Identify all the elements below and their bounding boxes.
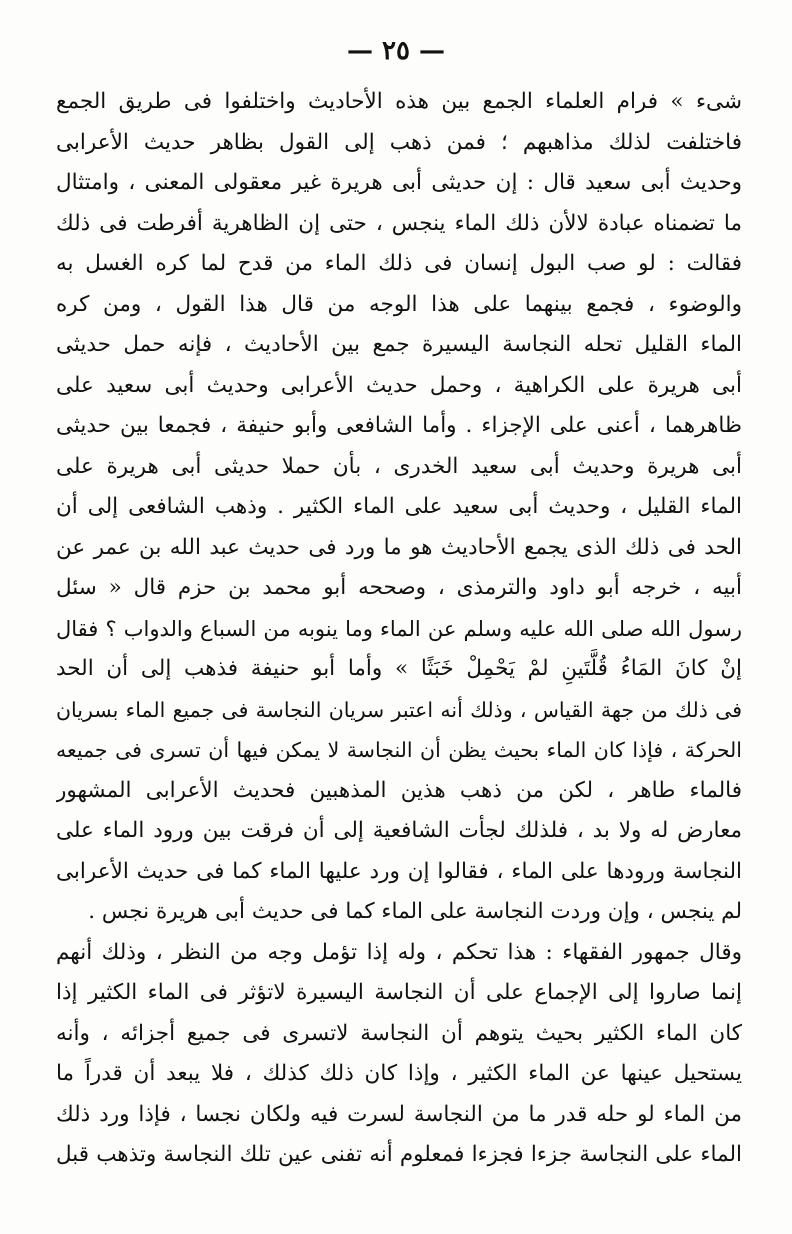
text-line: فالماء طاهر ، لكن من ذهب هذين المذهبين فحديث الأعرابى المشهور	[56, 777, 742, 803]
text-line: رسول الله صلى الله عليه وسلم عن الماء وما ينوبه من السباع والدواب ؟ فقال	[56, 616, 742, 641]
text-line: الماء القليل تحله النجاسة اليسيرة جمع بين الأحاديث ، فإنه حمل حديثى	[56, 332, 742, 357]
text-line: والوضوء ، فجمع بينهما على هذا الوجه من قال هذا القول ، ومن كره	[56, 291, 742, 317]
text-line: أبيه ، خرجه أبو داود والترمذى ، وصححه أبو محمد بن حزم قال « سئل	[56, 575, 742, 600]
page-number: — ٢٥ —	[346, 36, 446, 66]
text-line: ما تضمناه عبادة لالأن ذلك الماء ينجس ، حتى إن الظاهرية أفرطت فى ذلك	[56, 210, 742, 236]
text-line: أبى هريرة على الكراهية ، وحمل حديث الأعرابى وحديث أبى سعيد على	[56, 372, 742, 398]
text-line: فى ذلك من جهة القياس ، وذلك أنه اعتبر سريان النجاسة فى جميع الماء بسريان	[56, 697, 742, 722]
text-line: يستحيل عينها عن الماء الكثير ، وإذا كان ذلك كذلك ، فلا يبعد أن قدراً ما	[56, 1061, 742, 1086]
text-line: من الماء لو حله قدر ما من النجاسة لسرت فيه ولكان نجسا ، فإذا ورد ذلك	[56, 1101, 742, 1127]
text-line: الماء على النجاسة جزءا فجزءا فمعلوم أنه تفنى عين تلك النجاسة وتذهب قبل	[56, 1142, 742, 1167]
text-line: إنْ كانَ المَاءُ قُلَّتَينِ لمْ يَحْمِلْ خَبَثًا » وأما أبو حنيفة فذهب إلى أن الحد	[56, 656, 742, 681]
text-line: أبى هريرة وحديث أبى سعيد الخدرى ، بأن حملا حديثى أبى هريرة على	[56, 453, 742, 479]
text-line: فاختلفت لذلك مذاهبهم ؛ فمن ذهب إلى القول بظاهر حديث الأعرابى	[56, 129, 742, 155]
text-line: لم ينجس ، وإن وردت النجاسة على الماء كما فى حديث أبى هريرة نجس .	[88, 899, 742, 924]
text-line: الحد فى ذلك الذى يجمع الأحاديث هو ما ورد فى حديث عبد الله بن عمر عن	[56, 534, 742, 560]
text-line: النجاسة ورودها على الماء ، فقالوا إن ورد عليها الماء كما فى حديث الأعرابى	[56, 858, 742, 884]
text-line: إنما صاروا إلى الإجماع على أن النجاسة اليسيرة لاتؤثر فى الماء الكثير إذا	[56, 980, 742, 1005]
text-line: الحركة ، فإذا كان الماء بحيث يظن أن النجاسة لا يمكن فيها أن تسرى فى جميعه	[56, 738, 742, 762]
text-line: معارض له ولا بد ، فلذلك لجأت الشافعية إلى أن فرقت بين ورود الماء على	[56, 818, 742, 843]
text-line: الماء القليل ، وحديث أبى سعيد على الماء الكثير . وذهب الشافعى إلى أن	[56, 494, 742, 519]
text-line: وقال جمهور الفقهاء : هذا تحكم ، وله إذا تؤمل وجه من النظر ، وذلك أنهم	[56, 939, 742, 965]
text-line: كان الماء الكثير بحيث يتوهم أن النجاسة لاتسرى فى جميع أجزائه ، وأنه	[56, 1020, 742, 1046]
text-line: فقالت : لو صب البول إنسان فى ذلك الماء من قدح لما كره الغسل به	[56, 251, 742, 276]
text-line: وحديث أبى سعيد قال : إن حديثى أبى هريرة غير معقولى المعنى ، وامتثال	[56, 170, 742, 195]
text-line: شىء » فرام العلماء الجمع بين هذه الأحاديث واختلفوا فى طريق الجمع	[56, 89, 742, 114]
body-text	[56, 82, 742, 1176]
text-line: ظاهرهما ، أعنى على الإجزاء . وأما الشافعى وأبو حنيفة ، فجمعا بين حديثى	[56, 413, 742, 438]
